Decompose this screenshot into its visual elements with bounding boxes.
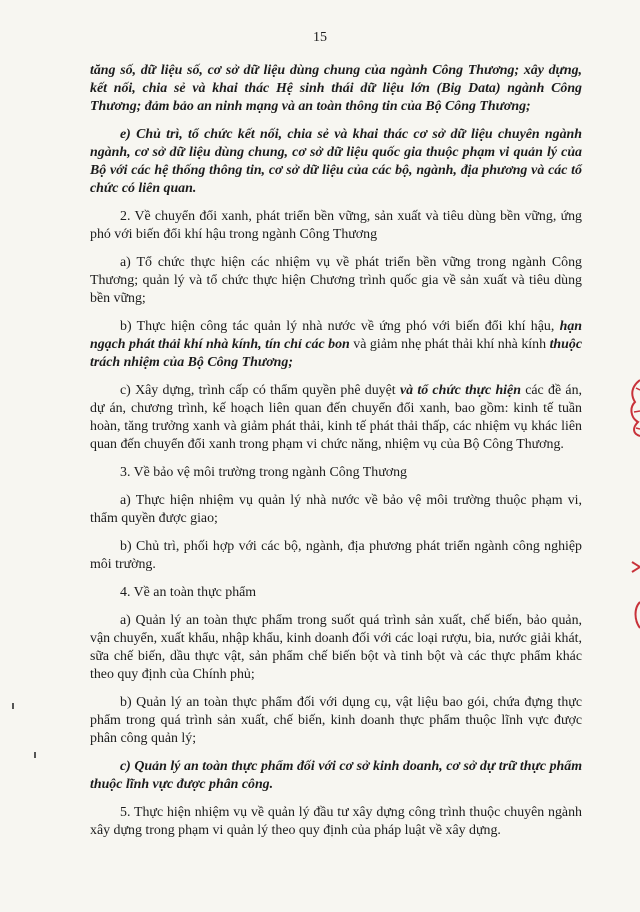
page-number: 15: [313, 30, 327, 45]
paragraph: [90, 492, 582, 528]
red-seal-edge-mark: [626, 378, 640, 438]
paragraph: [90, 318, 582, 372]
paragraph-text: a) Tổ chức thực hiện các nhiệm vụ về phát triển bền vững trong ngành Công Thương; quản lý và tổ chức thực hiện Chương trình quốc gia về sản xuất và tiêu dùng bền vững;: [90, 255, 582, 306]
scan-speck: [34, 752, 36, 758]
paragraph-text: các đề án, dự án, chương trình, kế hoạch liên quan đến chuyển đổi xanh, bao gồm: kinh tế tuần hoàn, tăng trưởng xanh và giảm phát thải, kinh tế phát thải thấp, các nhiệm vụ khác liên quan đến chuyển đổi xanh trong phạm vi chức năng, nhiệm vụ của Bộ Công Thương.: [90, 383, 582, 452]
emphasized-text: hạn ngạch phát thải khí nhà kính, tín chỉ các bon: [90, 319, 582, 352]
red-seal-edge-mark: [626, 600, 640, 630]
paragraph: [90, 758, 582, 794]
paragraph-text: b) Quản lý an toàn thực phẩm đối với dụng cụ, vật liệu bao gói, chứa đựng thực phẩm trong quá trình sản xuất, chế biến, kinh doanh thực phẩm thuộc lĩnh vực được phân công quản lý;: [90, 695, 582, 746]
paragraph-text: a) Quản lý an toàn thực phẩm trong suốt quá trình sản xuất, chế biến, bảo quản, vận chuyển, xuất khẩu, nhập khẩu, kinh doanh đối với các loại rượu, bia, nước giải khát, sữa chế biến, dầu thực vật, sản phẩm chế biến bột và tinh bột và các thực phẩm khác theo quy định của Chính phủ;: [90, 613, 582, 682]
paragraph-text: b) Chủ trì, phối hợp với các bộ, ngành, địa phương phát triển ngành công nghiệp môi trường.: [90, 539, 582, 572]
paragraph: [90, 208, 582, 244]
paragraph: [90, 382, 582, 454]
emphasized-text: tăng số, dữ liệu số, cơ sở dữ liệu dùng chung của ngành Công Thương; xây dựng, kết nối, chia sẻ và khai thác Hệ sinh thái dữ liệu lớn (Big Data) ngành Công Thương; đảm bảo an ninh mạng và an toàn thông tin của Bộ Công Thương;: [90, 63, 582, 114]
paragraph-text: c) Xây dựng, trình cấp có thẩm quyền phê duyệt: [120, 383, 400, 398]
paragraph: [90, 584, 582, 602]
scan-speck: [12, 703, 14, 709]
emphasized-text: thuộc trách nhiệm của Bộ Công Thương;: [90, 337, 582, 370]
emphasized-text: c) Quản lý an toàn thực phẩm đối với cơ sở kinh doanh, cơ sở dự trữ thực phẩm thuộc lĩnh vực được phân công.: [90, 759, 582, 792]
paragraph-text: a) Thực hiện nhiệm vụ quản lý nhà nước về bảo vệ môi trường thuộc phạm vi, thẩm quyền được giao;: [90, 493, 582, 526]
paragraph: [90, 62, 582, 116]
paragraph: [90, 126, 582, 198]
paragraph: [90, 254, 582, 308]
red-seal-edge-mark: [626, 560, 640, 574]
paragraph-text: 2. Về chuyển đổi xanh, phát triển bền vững, sản xuất và tiêu dùng bền vững, ứng phó với biến đổi khí hậu trong ngành Công Thương: [90, 209, 582, 242]
emphasized-text: và tổ chức thực hiện: [399, 383, 521, 398]
paragraph-text: b) Thực hiện công tác quản lý nhà nước về ứng phó với biến đổi khí hậu,: [120, 319, 560, 334]
paragraph: [90, 538, 582, 574]
paragraph-text: và giảm nhẹ phát thải khí nhà kính: [349, 337, 550, 352]
document-body: [90, 62, 582, 850]
emphasized-text: e) Chủ trì, tổ chức kết nối, chia sẻ và khai thác cơ sở dữ liệu chuyên ngành ngành, cơ sở dữ liệu dùng chung, cơ sở dữ liệu quốc gia thuộc phạm vi quản lý của Bộ với các hệ thống thông tin, cơ sở dữ liệu của các bộ, ngành, địa phương và các tổ chức có liên quan.: [90, 127, 582, 196]
paragraph-text: 4. Về an toàn thực phẩm: [120, 585, 257, 600]
paragraph-text: 3. Về bảo vệ môi trường trong ngành Công Thương: [120, 465, 407, 480]
paragraph: [90, 804, 582, 840]
paragraph: [90, 612, 582, 684]
paragraph: [90, 694, 582, 748]
paragraph-text: 5. Thực hiện nhiệm vụ về quản lý đầu tư xây dựng công trình thuộc chuyên ngành xây dựng trong phạm vi quản lý theo quy định của pháp luật về xây dựng.: [90, 805, 582, 838]
paragraph: [90, 464, 582, 482]
